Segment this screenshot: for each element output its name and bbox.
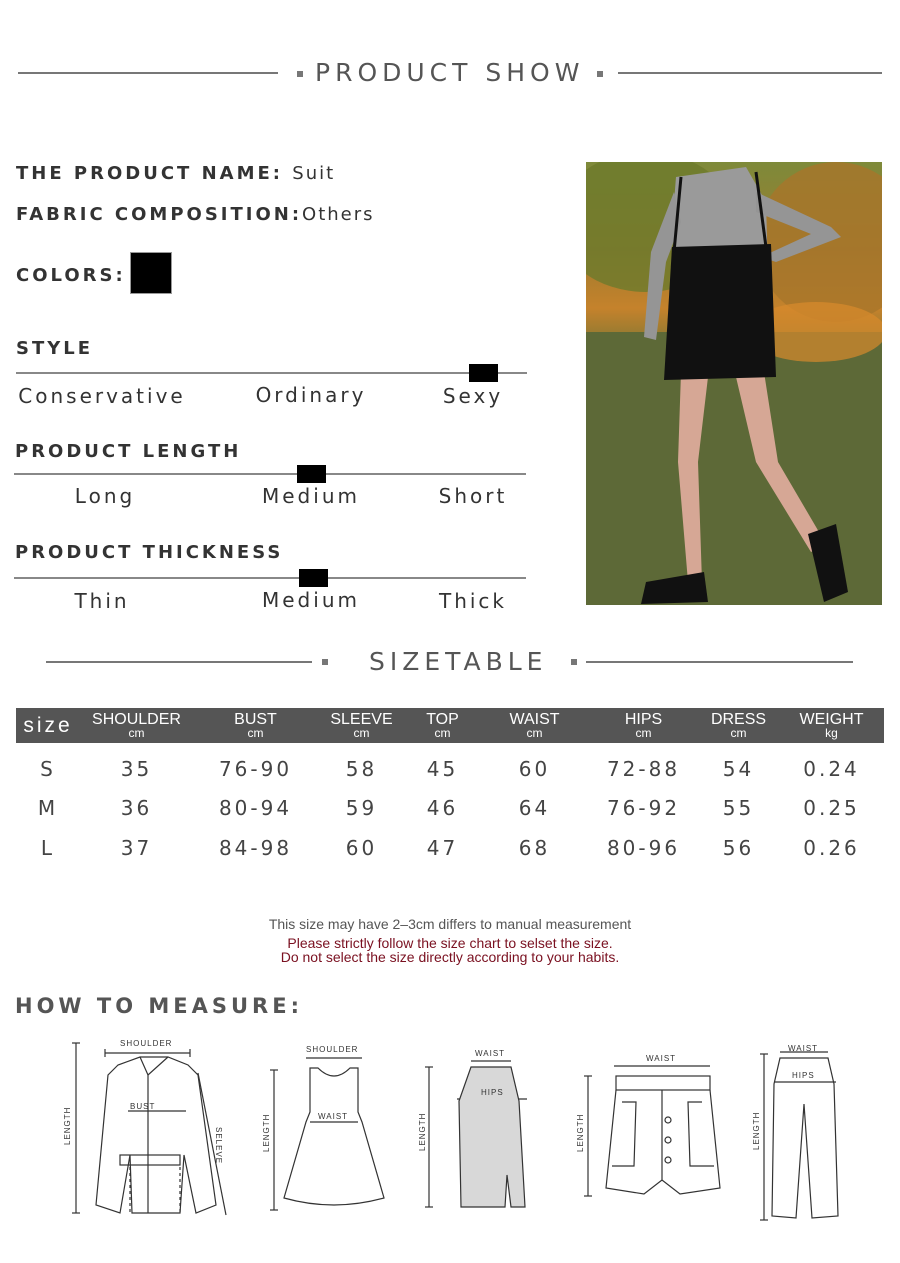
skirt-diagram (415, 1045, 535, 1215)
column-name: WAIST (509, 711, 560, 728)
table-cell: 56 (722, 835, 755, 860)
column-unit: cm (434, 726, 451, 740)
column-name: SHOULDER (92, 711, 181, 728)
product-name-row (16, 163, 335, 184)
size-column-header: size (16, 708, 80, 743)
column-unit: cm (128, 726, 145, 740)
column-header-weight (779, 708, 884, 743)
column-header-hips (589, 708, 698, 743)
table-cell: 37 (120, 835, 153, 860)
pants-diagram (748, 1040, 848, 1225)
model-photo-illustration (586, 162, 882, 605)
length-selected-marker (297, 465, 326, 483)
jacket-shoulder-label: SHOULDER (120, 1039, 173, 1048)
table-cell: 76-90 (218, 756, 293, 781)
table-cell: 76-92 (606, 795, 681, 820)
warning-note-2: Do not select the size directly according to your habits. (280, 949, 620, 965)
table-cell: 72-88 (606, 756, 681, 781)
table-cell: 60 (345, 835, 378, 860)
table-row (16, 789, 884, 826)
thickness-option-thick: Thick (438, 589, 508, 613)
header-bullet-left (297, 71, 303, 77)
jacket-icon (58, 1035, 233, 1220)
column-name: WEIGHT (799, 711, 864, 728)
skirt-hips-label: HIPS (481, 1088, 504, 1097)
size-cell: L (40, 835, 56, 860)
table-cell: 58 (345, 756, 378, 781)
dress-icon (258, 1040, 393, 1215)
table-cell: 80-94 (218, 795, 293, 820)
thickness-selected-marker (299, 569, 328, 587)
fabric-value: Others (302, 204, 375, 225)
how-to-measure-title: HOW TO MEASURE: (15, 994, 303, 1018)
column-header-bust (193, 708, 318, 743)
table-cell: 64 (518, 795, 551, 820)
sizetable-divider-left (46, 661, 312, 663)
header-divider-left (18, 72, 278, 74)
style-option-ordinary: Ordinary (255, 383, 367, 407)
column-name: TOP (426, 711, 459, 728)
length-scale-line (14, 473, 526, 475)
size-cell: S (40, 756, 56, 781)
column-name: SLEEVE (330, 711, 393, 728)
product-photo (586, 162, 882, 605)
product-name-value: Suit (292, 163, 336, 184)
header-bullet-right (597, 71, 603, 77)
column-unit: kg (825, 726, 838, 740)
size-table-header-row (16, 708, 884, 743)
column-name: HIPS (624, 711, 663, 728)
table-cell: 0.25 (803, 795, 860, 820)
black-pinafore-dress (664, 244, 776, 380)
color-swatch-black[interactable] (130, 252, 172, 294)
shorts-diagram (572, 1048, 742, 1203)
table-cell: 60 (518, 756, 551, 781)
table-cell: 47 (426, 835, 459, 860)
table-cell: 84-98 (218, 835, 293, 860)
length-option-short: Short (438, 484, 508, 508)
column-unit: cm (247, 726, 264, 740)
column-unit: cm (730, 726, 747, 740)
column-unit: cm (526, 726, 543, 740)
dress-length-label: LENGTH (262, 1113, 271, 1152)
warning-note-1: Please strictly follow the size chart to selset the size. (287, 935, 613, 951)
table-cell: 45 (426, 756, 459, 781)
table-row (16, 743, 884, 789)
thickness-option-thin: Thin (74, 589, 130, 613)
header-divider-right (618, 72, 882, 74)
dress-shoulder-label: SHOULDER (306, 1045, 359, 1054)
column-unit: cm (353, 726, 370, 740)
fabric-label: FABRIC COMPOSITION: (16, 204, 303, 225)
pants-length-label: LENGTH (752, 1111, 761, 1150)
table-cell: 46 (426, 795, 459, 820)
jacket-bust-label: BUST (130, 1102, 156, 1111)
pants-hips-label: HIPS (792, 1071, 815, 1080)
jacket-diagram (58, 1035, 233, 1220)
dress-waist-label: WAIST (318, 1112, 349, 1121)
table-cell: 0.24 (803, 756, 860, 781)
sizetable-bullet-right (571, 659, 577, 665)
style-selected-marker (469, 364, 498, 382)
jacket-sleeve-label: SELEVE (214, 1127, 223, 1165)
column-header-top (405, 708, 480, 743)
table-cell: 35 (120, 756, 153, 781)
column-name: DRESS (710, 711, 767, 728)
size-cell: M (37, 795, 59, 820)
sizetable-bullet-left (322, 659, 328, 665)
product-name-label: THE PRODUCT NAME: (16, 163, 283, 184)
dress-diagram (258, 1040, 393, 1215)
colors-label: COLORS: (16, 265, 126, 286)
fabric-row (16, 204, 375, 225)
style-option-conservative: Conservative (18, 384, 186, 408)
sizetable-divider-right (586, 661, 853, 663)
table-cell: 0.26 (803, 835, 860, 860)
table-cell: 54 (722, 756, 755, 781)
style-label: STYLE (16, 338, 94, 359)
column-header-shoulder (80, 708, 193, 743)
shorts-icon (572, 1048, 742, 1203)
pants-icon (748, 1040, 848, 1225)
size-table (16, 708, 884, 869)
column-header-waist (480, 708, 589, 743)
length-label: PRODUCT LENGTH (15, 441, 242, 462)
jacket-length-label: LENGTH (63, 1106, 72, 1145)
table-cell: 80-96 (606, 835, 681, 860)
shorts-waist-label: WAIST (646, 1054, 677, 1063)
sizetable-title: SIZETABLE (369, 647, 548, 676)
style-scale-line (16, 372, 527, 374)
thickness-label: PRODUCT THICKNESS (15, 542, 284, 563)
thickness-scale-line (14, 577, 526, 579)
thickness-option-medium: Medium (262, 588, 360, 612)
skirt-length-label: LENGTH (418, 1112, 427, 1151)
table-cell: 68 (518, 835, 551, 860)
column-header-dress (698, 708, 779, 743)
column-header-sleeve (318, 708, 405, 743)
table-cell: 55 (722, 795, 755, 820)
table-cell: 59 (345, 795, 378, 820)
pants-waist-label: WAIST (788, 1044, 819, 1053)
skirt-waist-label: WAIST (475, 1049, 506, 1058)
table-row (16, 826, 884, 869)
style-option-sexy: Sexy (442, 384, 504, 408)
length-option-long: Long (74, 484, 136, 508)
column-name: BUST (234, 711, 277, 728)
shorts-length-label: LENGTH (576, 1113, 585, 1152)
measurement-note: This size may have 2–3cm differs to manual measurement (268, 916, 632, 932)
page-title: PRODUCT SHOW (315, 58, 585, 87)
table-cell: 36 (120, 795, 153, 820)
skirt-icon (415, 1045, 535, 1215)
column-unit: cm (635, 726, 652, 740)
length-option-medium: Medium (262, 484, 360, 508)
